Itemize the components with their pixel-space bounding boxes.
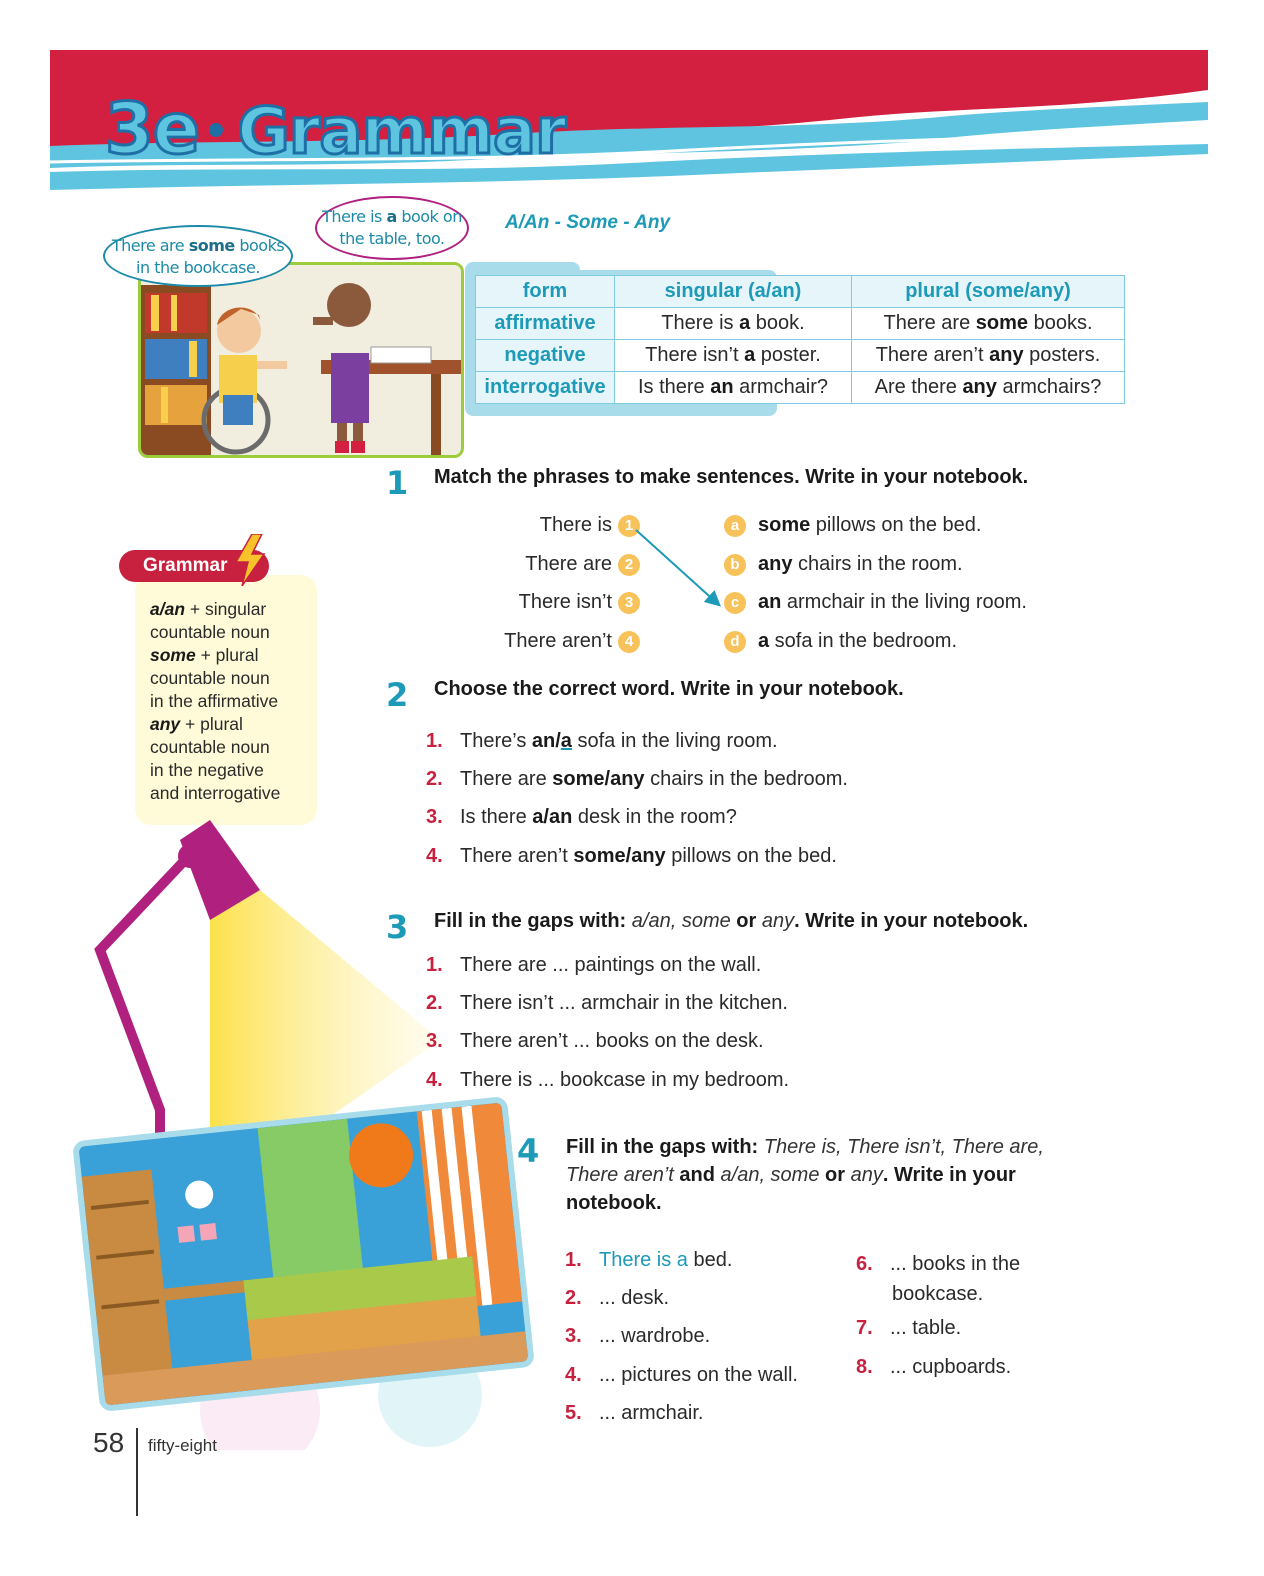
match-number-badge: 1 xyxy=(618,515,640,537)
speech-bubble-girl xyxy=(315,196,469,260)
item-text: There is ... bookcase in my bedroom. xyxy=(460,1069,790,1091)
item-text: bed. xyxy=(687,1249,733,1271)
ex4-instruction-line xyxy=(566,1161,1044,1189)
bubble-left-bold: some xyxy=(188,236,235,255)
exercise-3-number: 3 xyxy=(386,908,409,946)
match-right-text: sofa in the bedroom. xyxy=(769,630,958,652)
note-keyword: any xyxy=(150,714,181,734)
cell-pre: There is xyxy=(661,312,740,334)
table-row xyxy=(476,308,1125,340)
table-header-singular: singular (a/an) xyxy=(615,276,852,308)
match-right-item xyxy=(724,553,963,576)
page-number: 58 xyxy=(93,1427,125,1458)
note-line xyxy=(150,782,310,805)
item-number: 1. xyxy=(565,1249,582,1271)
item-text: ... armchair. xyxy=(599,1402,704,1424)
exercise-2-item xyxy=(426,768,848,791)
ex3-instruction-pre: Fill in the gaps with: xyxy=(434,910,632,932)
item-post: pillows on the bed. xyxy=(665,845,837,867)
cell-bold: any xyxy=(989,344,1024,366)
match-left-item xyxy=(440,553,640,576)
grammar-note-text xyxy=(150,598,310,805)
match-right-item xyxy=(724,630,957,653)
table-cell xyxy=(852,340,1125,372)
item-example-answer: There is a xyxy=(599,1249,688,1271)
cell-pre: Is there xyxy=(637,376,711,398)
table-row-label: negative xyxy=(476,340,615,372)
match-right-text: chairs in the room. xyxy=(792,553,963,575)
table-row-label: affirmative xyxy=(476,308,615,340)
item-number: 4. xyxy=(426,1069,443,1091)
note-line xyxy=(150,736,310,759)
item-option: a/an xyxy=(532,806,573,828)
item-text-continued: bookcase. xyxy=(892,1283,984,1305)
bubble-right-post: book on the table, too. xyxy=(339,207,462,248)
grammar-note-tab-label: Grammar xyxy=(143,555,228,576)
item-number: 1. xyxy=(426,954,443,976)
item-number: 2. xyxy=(565,1287,582,1309)
note-line xyxy=(150,621,310,644)
item-text: ... desk. xyxy=(599,1287,670,1309)
note-text-span: in the affirmative xyxy=(150,691,279,711)
table-cell xyxy=(852,372,1125,404)
match-right-bold: any xyxy=(758,553,793,575)
cell-post: armchairs? xyxy=(996,376,1102,398)
item-text: There are ... paintings on the wall. xyxy=(460,954,762,976)
exercise-3-instruction xyxy=(434,910,1028,933)
note-line xyxy=(150,598,310,621)
classroom-illustration xyxy=(138,262,464,458)
match-letter-badge: a xyxy=(724,515,746,537)
exercise-4-item xyxy=(565,1287,669,1310)
ex4-line2-any: any xyxy=(850,1164,883,1186)
item-number: 7. xyxy=(856,1317,873,1339)
match-right-item xyxy=(724,514,981,537)
match-arrow-icon xyxy=(630,522,730,612)
exercise-4-item xyxy=(856,1249,1020,1309)
match-right-bold: an xyxy=(758,591,782,613)
table-row-label: interrogative xyxy=(476,372,615,404)
exercise-4-item xyxy=(856,1356,1011,1379)
title-separator-dot xyxy=(209,123,223,137)
ex4-line1-pre: Fill in the gaps with: xyxy=(566,1136,764,1158)
note-text-span: + plural xyxy=(180,714,243,734)
match-left-text: There isn’t xyxy=(518,591,612,613)
match-left-item xyxy=(440,591,640,614)
exercise-3-item xyxy=(426,992,788,1015)
note-text-span: + plural xyxy=(195,645,259,665)
cell-bold: some xyxy=(975,312,1029,334)
item-text: ... pictures on the wall. xyxy=(599,1364,798,1386)
match-left-text: There are xyxy=(525,553,612,575)
match-letter-badge: b xyxy=(724,554,746,576)
ex4-line2-opts: a/an, some xyxy=(720,1164,820,1186)
match-left-text: There aren’t xyxy=(504,630,612,652)
table-cell xyxy=(615,372,852,404)
note-text-span: and interrogative xyxy=(150,783,281,803)
item-option-underlined: a xyxy=(560,730,572,752)
item-text: ... table. xyxy=(890,1317,962,1339)
unit-title-text: Grammar xyxy=(237,95,566,169)
exercise-1-number: 1 xyxy=(386,464,409,502)
bubble-left-pre: There are xyxy=(111,236,189,255)
match-left-item xyxy=(440,630,640,653)
item-number: 3. xyxy=(565,1325,582,1347)
match-left-text: There is xyxy=(539,514,612,536)
item-text: ... books in the xyxy=(890,1253,1021,1275)
unit-number: 3e xyxy=(105,88,200,170)
cell-bold: a xyxy=(739,312,751,334)
bubble-right-bold: a xyxy=(386,207,397,226)
item-number: 4. xyxy=(565,1364,582,1386)
note-keyword: a/an xyxy=(150,599,186,619)
item-text: ... wardrobe. xyxy=(599,1325,711,1347)
bubble-left-post: books in the bookcase. xyxy=(136,236,285,277)
ex4-instruction-line xyxy=(566,1133,1044,1161)
page-number-words: fifty-eight xyxy=(148,1436,217,1455)
exercise-2-number: 2 xyxy=(386,676,409,714)
table-cell xyxy=(615,340,852,372)
cell-post: book. xyxy=(750,312,805,334)
ex4-line2-post: . Write in your xyxy=(882,1164,1016,1186)
item-text: There aren’t ... books on the desk. xyxy=(460,1030,764,1052)
match-right-text: pillows on the bed. xyxy=(810,514,982,536)
exercise-2-item xyxy=(426,730,778,753)
cell-pre: There are xyxy=(883,312,976,334)
cell-pre: There aren’t xyxy=(875,344,990,366)
bedroom-photo xyxy=(72,1096,535,1412)
match-letter-badge: d xyxy=(724,631,746,653)
item-number: 2. xyxy=(426,992,443,1014)
item-option: some/any xyxy=(552,768,645,790)
bubble-right-pre: There is xyxy=(322,207,387,226)
exercise-3-item xyxy=(426,1030,764,1053)
table-cell xyxy=(852,308,1125,340)
ex4-line1-words: There is, There isn’t, There are, xyxy=(763,1136,1044,1158)
exercise-4-item xyxy=(565,1364,798,1387)
exercise-4-item xyxy=(565,1402,703,1425)
exercise-4-item xyxy=(565,1249,732,1272)
unit-title xyxy=(105,88,566,170)
table-header-form: form xyxy=(476,276,615,308)
ex3-instruction-post: . Write in your notebook. xyxy=(794,910,1029,932)
cell-post: armchair? xyxy=(733,376,829,398)
note-keyword: some xyxy=(150,645,196,665)
ex4-line2-words: There aren’t xyxy=(566,1164,674,1186)
item-number: 4. xyxy=(426,845,443,867)
exercise-4-instruction xyxy=(566,1133,1044,1217)
match-left-item xyxy=(440,514,640,537)
match-number-badge: 3 xyxy=(618,592,640,614)
table-header-row xyxy=(476,276,1125,308)
item-pre: There’s xyxy=(460,730,532,752)
note-text-span: in the negative xyxy=(150,760,264,780)
note-line xyxy=(150,644,310,667)
match-number-badge: 4 xyxy=(618,631,640,653)
item-pre: Is there xyxy=(460,806,533,828)
table-title: A/An - Some - Any xyxy=(505,212,671,233)
note-line xyxy=(150,713,310,736)
table-row xyxy=(476,372,1125,404)
exercise-2-instruction: Choose the correct word. Write in your notebook. xyxy=(434,678,904,700)
match-letter-badge: c xyxy=(724,592,746,614)
item-pre: There are xyxy=(460,768,553,790)
item-post: desk in the room? xyxy=(572,806,737,828)
ex3-instruction-words: a/an, some xyxy=(631,910,731,932)
match-right-bold: a xyxy=(758,630,770,652)
exercise-1-instruction: Match the phrases to make sentences. Write in your notebook. xyxy=(434,466,1029,488)
item-text: ... cupboards. xyxy=(890,1356,1012,1378)
item-text: There isn’t ... armchair in the kitchen. xyxy=(460,992,788,1014)
ex4-line3: notebook. xyxy=(566,1192,662,1214)
lightning-bolt-icon xyxy=(232,534,268,586)
note-line xyxy=(150,667,310,690)
exercise-3-item xyxy=(426,1069,789,1092)
item-number: 3. xyxy=(426,1030,443,1052)
note-text-span: countable noun xyxy=(150,622,270,642)
exercise-4-number: 4 xyxy=(517,1132,540,1170)
ex3-instruction-any: any xyxy=(761,910,795,932)
item-post: sofa in the living room. xyxy=(571,730,778,752)
item-post: chairs in the bedroom. xyxy=(644,768,848,790)
ex4-line2-and: and xyxy=(673,1164,721,1186)
note-text-span: countable noun xyxy=(150,668,270,688)
exercise-4-item xyxy=(565,1325,710,1348)
item-pre: There aren’t xyxy=(460,845,574,867)
note-line xyxy=(150,690,310,713)
match-right-bold: some xyxy=(758,514,811,536)
item-number: 1. xyxy=(426,730,443,752)
item-number: 8. xyxy=(856,1356,873,1378)
item-number: 6. xyxy=(856,1253,873,1275)
ex4-instruction-line xyxy=(566,1189,1044,1217)
footer-divider xyxy=(136,1428,138,1516)
cell-pre: There isn’t xyxy=(645,344,745,366)
match-number-badge: 2 xyxy=(618,554,640,576)
item-option: some/any xyxy=(573,845,666,867)
grammar-table xyxy=(475,275,1125,404)
item-number: 3. xyxy=(426,806,443,828)
cell-bold: any xyxy=(962,376,997,398)
ex3-instruction-or: or xyxy=(730,910,762,932)
ex4-line2-or: or xyxy=(819,1164,851,1186)
note-text-span: countable noun xyxy=(150,737,270,757)
cell-bold: an xyxy=(710,376,734,398)
match-right-item xyxy=(724,591,1027,614)
match-right-text: armchair in the living room. xyxy=(781,591,1027,613)
item-number: 5. xyxy=(565,1402,582,1424)
cell-pre: Are there xyxy=(874,376,963,398)
item-option: an/ xyxy=(531,730,561,752)
cell-post: poster. xyxy=(755,344,821,366)
note-line xyxy=(150,759,310,782)
note-text-span: + singular xyxy=(185,599,267,619)
exercise-3-item xyxy=(426,954,761,977)
speech-bubble-boy xyxy=(103,225,293,287)
cell-post: books. xyxy=(1028,312,1093,334)
table-header-plural: plural (some/any) xyxy=(852,276,1125,308)
cell-bold: a xyxy=(744,344,756,366)
cell-post: posters. xyxy=(1023,344,1101,366)
table-row xyxy=(476,340,1125,372)
exercise-4-item xyxy=(856,1317,961,1340)
table-cell xyxy=(615,308,852,340)
item-number: 2. xyxy=(426,768,443,790)
